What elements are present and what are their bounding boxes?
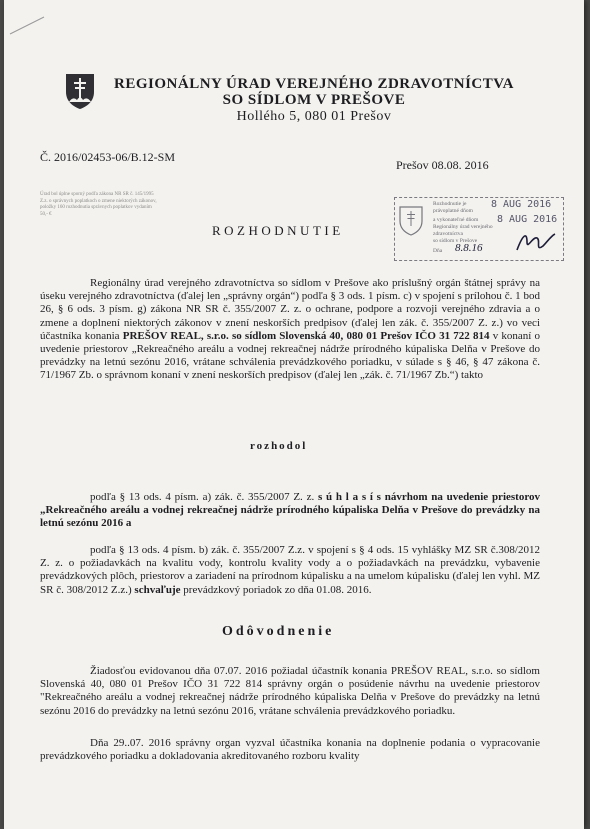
paperclip-mark [8,14,48,38]
stamp-text: Rozhodnutie je právoplatné dňom a vykonateľné dňom Regionálny úrad verejného zdravotníctva so sídlom v Prešove Dňa [433,201,493,254]
stamp-date-1: 8 AUG 2016 [491,199,552,210]
consent-paragraph: podľa § 13 ods. 4 písm. a) zák. č. 355/2007 Z. z. s ú h l a s í s návrhom na uvedenie priestorov „Rekreačného areálu a vodnej rekreačnej nádrže prírodného kúpaliska Delňa v Prešove do prevádzky na letnú sezónu 2016 a [40,491,541,530]
office-seat: SO SÍDLOM V PREŠOVE [222,92,406,108]
approval-paragraph: podľa § 13 ods. 4 písm. b) zák. č. 355/2007 Z.z. v spojení s § 4 ods. 15 vyhlášky MZ SR č.308/2012 Z. z. o požiadavkách na kvalitu vody, kontrolu kvality vody a o požiadavkách na prevádzku, vybavenie prevádzkových plôch, priestorov a zariadení na prírodnom kúpalisku a na umelom kúpalisku (ďalej len vyhl. MZ SR č. 308/2012 Z.z.) schvaľuje prevádzkový poriadok zo dňa 01.08. 2016. [40,544,540,596]
decided-heading: rozhodol [250,440,308,452]
fee-stamp-text: Úrad bol úplne sporný podľa zákona NR SR č. 145/1995 Z.z. o správnych poplatkoch o zmene niektorých zákonov, položky 160 rozhodnutia správnych poplatkov vydaním 50,- € [40,192,157,217]
handwritten-date: 8.8.16 [455,242,483,254]
document-title: ROZHODNUTIE [212,223,344,238]
office-address: Hollého 5, 080 01 Prešov [236,109,392,124]
reasoning-heading: Odôvodnenie [222,624,335,639]
reference-number: Č. 2016/02453-06/B.12-SM [40,150,176,164]
coat-of-arms-icon [64,72,96,110]
reasoning-paragraph-2: Dňa 29..07. 2016 správny organ vyzval účastníka konania na doplnenie podania o vypracovanie prevádzkového poriadku a dokladovania akreditovaného rozboru kvality [40,737,540,763]
reasoning-paragraph-1: Žiadosťou evidovanou dňa 07.07. 2016 požiadal účastník konania PREŠOV REAL, s.r.o. so sídlom Slovenská 40, 080 01 Prešov IČO 31 722 814 správny orgán o posúdenie návrhu na uvedenie priestorov "Rekreačného areálu a vodnej rekreačnej nádrže prírodného kúpaliska Delňa v Prešove do prevádzky na letnú sezónu 2016 do prevádzky na letnú sezónu 2016, vrátane schválenia prevádzkového poriadku. [40,665,540,717]
party-identification: PREŠOV REAL, s.r.o. so sídlom Slovenská 40, 080 01 Prešov IČO 31 722 814 [122,329,490,342]
handwritten-signature [513,228,559,258]
decision-intro: Regionálny úrad verejného zdravotníctva so sídlom v Prešove ako príslušný orgán štátnej správy na úseku verejného zdravotníctva (ďalej len „správny orgán“) podľa § 3 ods. 1 písm. c) v spojení s prílohou č. 1 bod 26, § 6 ods. 3 písm. g) zákona NR SR č. 355/2007 Z. z. o ochrane, podpore a rozvoji verejného zdravia a o zmene a doplnení niektorých zákonov v znení neskorších predpisov (ďalej len zák. č. 355/2007 Z. z.) vo veci účastníka konania PREŠOV REAL, s.r.o. so sídlom Slovenská 40, 080 01 Prešov IČO 31 722 814 v konaní o uvedenie priestorov „Rekreačného areálu a vodnej rekreačnej nádrže prírodného kúpaliska Delňa v Prešove do prevádzky na letnú sezónu 2016, vrátane schválenia prevádzkového poriadku, v súlade s § 46, § 47 zákona č. 71/1967 Zb. o správnom konaní v znení neskorších predpisov (ďalej len „zák. č. 71/1967 Zb.“) takto [40,277,541,382]
stamp-date-2: 8 AUG 2016 [497,214,558,225]
office-name: REGIONÁLNY ÚRAD VEREJNÉHO ZDRAVOTNÍCTVA [114,76,514,92]
document-page [4,0,584,829]
place-date: Prešov 08.08. 2016 [396,158,489,172]
stamp-crest-icon [399,206,423,236]
legal-force-stamp [394,197,564,261]
